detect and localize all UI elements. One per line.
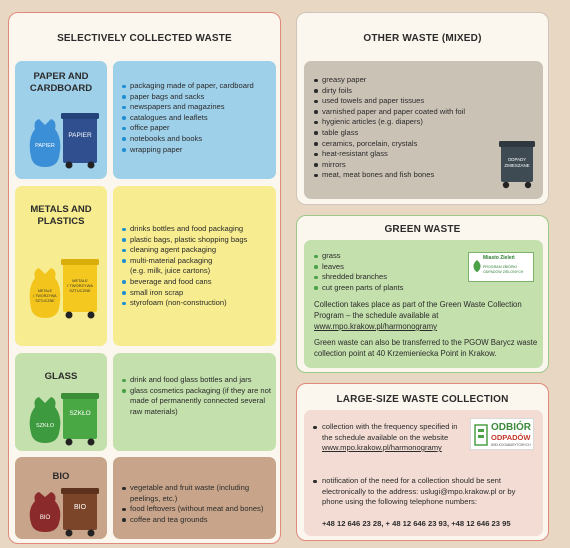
list-item: multi-material packaging <box>122 256 274 267</box>
glass-bin-label: SZKŁO <box>69 410 91 417</box>
leaf-icon <box>472 259 482 273</box>
large-size-waste-panel <box>296 383 549 541</box>
paper-items-list <box>122 81 272 155</box>
bio-category <box>15 457 107 539</box>
list-item: grass <box>314 251 454 262</box>
paper-category <box>15 61 107 179</box>
list-item: office paper <box>122 123 272 134</box>
mixed-items-box <box>304 61 543 199</box>
bio-category-title: BIO <box>52 471 70 482</box>
large-item-1: collection with the frequency specified in the schedule available on the website www.mpo.krakow.pl/harmonogramy <box>313 422 463 454</box>
list-item: food leftovers (without meat and bones) <box>122 504 274 515</box>
metals-bin-label-3: SZTUCZNE <box>69 288 91 293</box>
list-item: wrapping paper <box>122 145 272 156</box>
logo-line-2: ODPADÓW <box>491 433 531 442</box>
large-item-2: notification of the need for a collection should be sent electronically to the address: uslugi@mpo.krakow.pl or by phone using the following telephone numbers: <box>313 476 535 508</box>
list-item: dirty foils <box>314 86 489 97</box>
green-items-list <box>314 251 454 293</box>
schedule-link[interactable]: www.mpo.krakow.pl/harmonogramy <box>314 322 438 331</box>
bio-bag-label: BIO <box>39 515 51 521</box>
list-item: notebooks and books <box>122 134 272 145</box>
large-waste-logo <box>470 418 534 450</box>
metals-bin-label-1: METALE <box>72 278 88 283</box>
metals-items-list <box>122 224 274 309</box>
list-item: mirrors <box>314 160 489 171</box>
metals-category <box>15 186 107 346</box>
list-item: leaves <box>314 262 454 273</box>
green-para-1: Collection takes place as part of the Green Waste Collection Program – the schedule available at www.mpo.krakow.pl/harmonogramy <box>314 300 522 331</box>
metals-bin-label-2: I TWORZYWA <box>67 283 93 288</box>
bio-bag-and-bin-icon <box>25 487 101 537</box>
glass-category-title: GLASS <box>44 371 78 382</box>
metals-bag-and-bin-icon <box>25 256 101 322</box>
list-item: cleaning agent packaging <box>122 245 274 256</box>
bio-items-list <box>122 483 274 525</box>
paper-bin-label: PAPIER <box>68 132 92 139</box>
glass-items-box <box>113 353 276 451</box>
list-item: styrofoam (non-construction) <box>122 298 274 309</box>
logo-bottom-text: PROGRAM ZBIÓRKI ODPADÓW ZIELONYCH <box>483 265 524 274</box>
paper-category-title: PAPER AND CARDBOARD <box>29 71 93 94</box>
paper-bag-and-bin-icon <box>25 111 101 171</box>
list-item: cut green parts of plants <box>314 283 454 294</box>
list-item: glass cosmetics packaging (if they are not made of permanently connected several raw materials) <box>122 386 274 418</box>
panel-title: GREEN WASTE <box>384 224 461 235</box>
panel-title: OTHER WASTE (MIXED) <box>363 33 482 44</box>
building-icon <box>474 424 488 446</box>
mixed-bin-label-2: ZMIESZANE <box>504 163 530 168</box>
list-item: shredded branches <box>314 272 454 283</box>
selectively-collected-panel <box>8 12 281 544</box>
metals-category-title: METALS AND PLASTICS <box>30 204 92 227</box>
green-para-2: Green waste can also be transferred to the PGOW Barycz waste collection point at 40 Krzemieniecka Point in Krakow. <box>314 338 538 358</box>
glass-items-list <box>122 375 274 417</box>
metals-bag-label-2: I TWORZYWA <box>33 294 57 298</box>
list-item: coffee and tea grounds <box>122 515 274 526</box>
logo-top-text: Miasto Zieleń <box>483 255 515 261</box>
list-item: beverage and food cans <box>122 277 274 288</box>
metals-items-box <box>113 186 276 346</box>
metals-bag-label-1: METALE <box>37 289 53 293</box>
metals-bag-label-3: SZTUCZNE <box>35 299 55 303</box>
logo-line-1: ODBIÓR <box>491 422 531 433</box>
list-item: meat, meat bones and fish bones <box>314 170 489 181</box>
list-item: table glass <box>314 128 489 139</box>
mixed-waste-panel <box>296 12 549 205</box>
list-item: heat-resistant glass <box>314 149 489 160</box>
schedule-link[interactable]: www.mpo.krakow.pl/harmonogramy <box>322 443 442 452</box>
list-item: greasy paper <box>314 75 489 86</box>
glass-bag-label: SZKŁO <box>35 423 55 429</box>
green-program-logo <box>468 252 534 282</box>
logo-line-3: WIELKOGABARYTOWYCH <box>491 443 531 447</box>
list-item: paper bags and sacks <box>122 92 272 103</box>
large-content-box <box>304 410 543 536</box>
list-item: hygienic articles (e.g. diapers) <box>314 117 489 128</box>
list-item: catalogues and leaflets <box>122 113 272 124</box>
list-item: small iron scrap <box>122 288 274 299</box>
mixed-items-list <box>314 75 489 181</box>
bio-items-box <box>113 457 276 539</box>
list-item: varnished paper and paper coated with foil <box>314 107 489 118</box>
mixed-bin-label-1: ODPADY <box>507 157 527 162</box>
glass-bag-and-bin-icon <box>25 391 101 447</box>
list-item: newspapers and magazines <box>122 102 272 113</box>
list-item: vegetable and fruit waste (including peelings, etc.) <box>122 483 274 504</box>
list-item: packaging made of paper, cardboard <box>122 81 272 92</box>
glass-category <box>15 353 107 451</box>
list-item: drinks bottles and food packaging <box>122 224 274 235</box>
phone-numbers: +48 12 646 23 28, + 48 12 646 23 93, +48 12 646 23 95 <box>322 519 511 528</box>
list-item: ceramics, porcelain, crystals <box>314 139 489 150</box>
panel-title: SELECTIVELY COLLECTED WASTE <box>57 33 232 44</box>
bio-bin-label: BIO <box>73 504 87 511</box>
green-content-box <box>304 240 543 368</box>
paper-bag-label: PAPIER <box>35 143 55 149</box>
list-item: plastic bags, plastic shopping bags <box>122 235 274 246</box>
paper-items-box <box>113 61 276 179</box>
mixed-bin-icon <box>498 139 536 189</box>
panel-title: LARGE-SIZE WASTE COLLECTION <box>336 394 509 405</box>
list-item: drink and food glass bottles and jars <box>122 375 274 386</box>
list-item-continuation: (e.g. milk, juice cartons) <box>130 266 211 276</box>
list-item: used towels and paper tissues <box>314 96 489 107</box>
green-waste-panel <box>296 215 549 373</box>
